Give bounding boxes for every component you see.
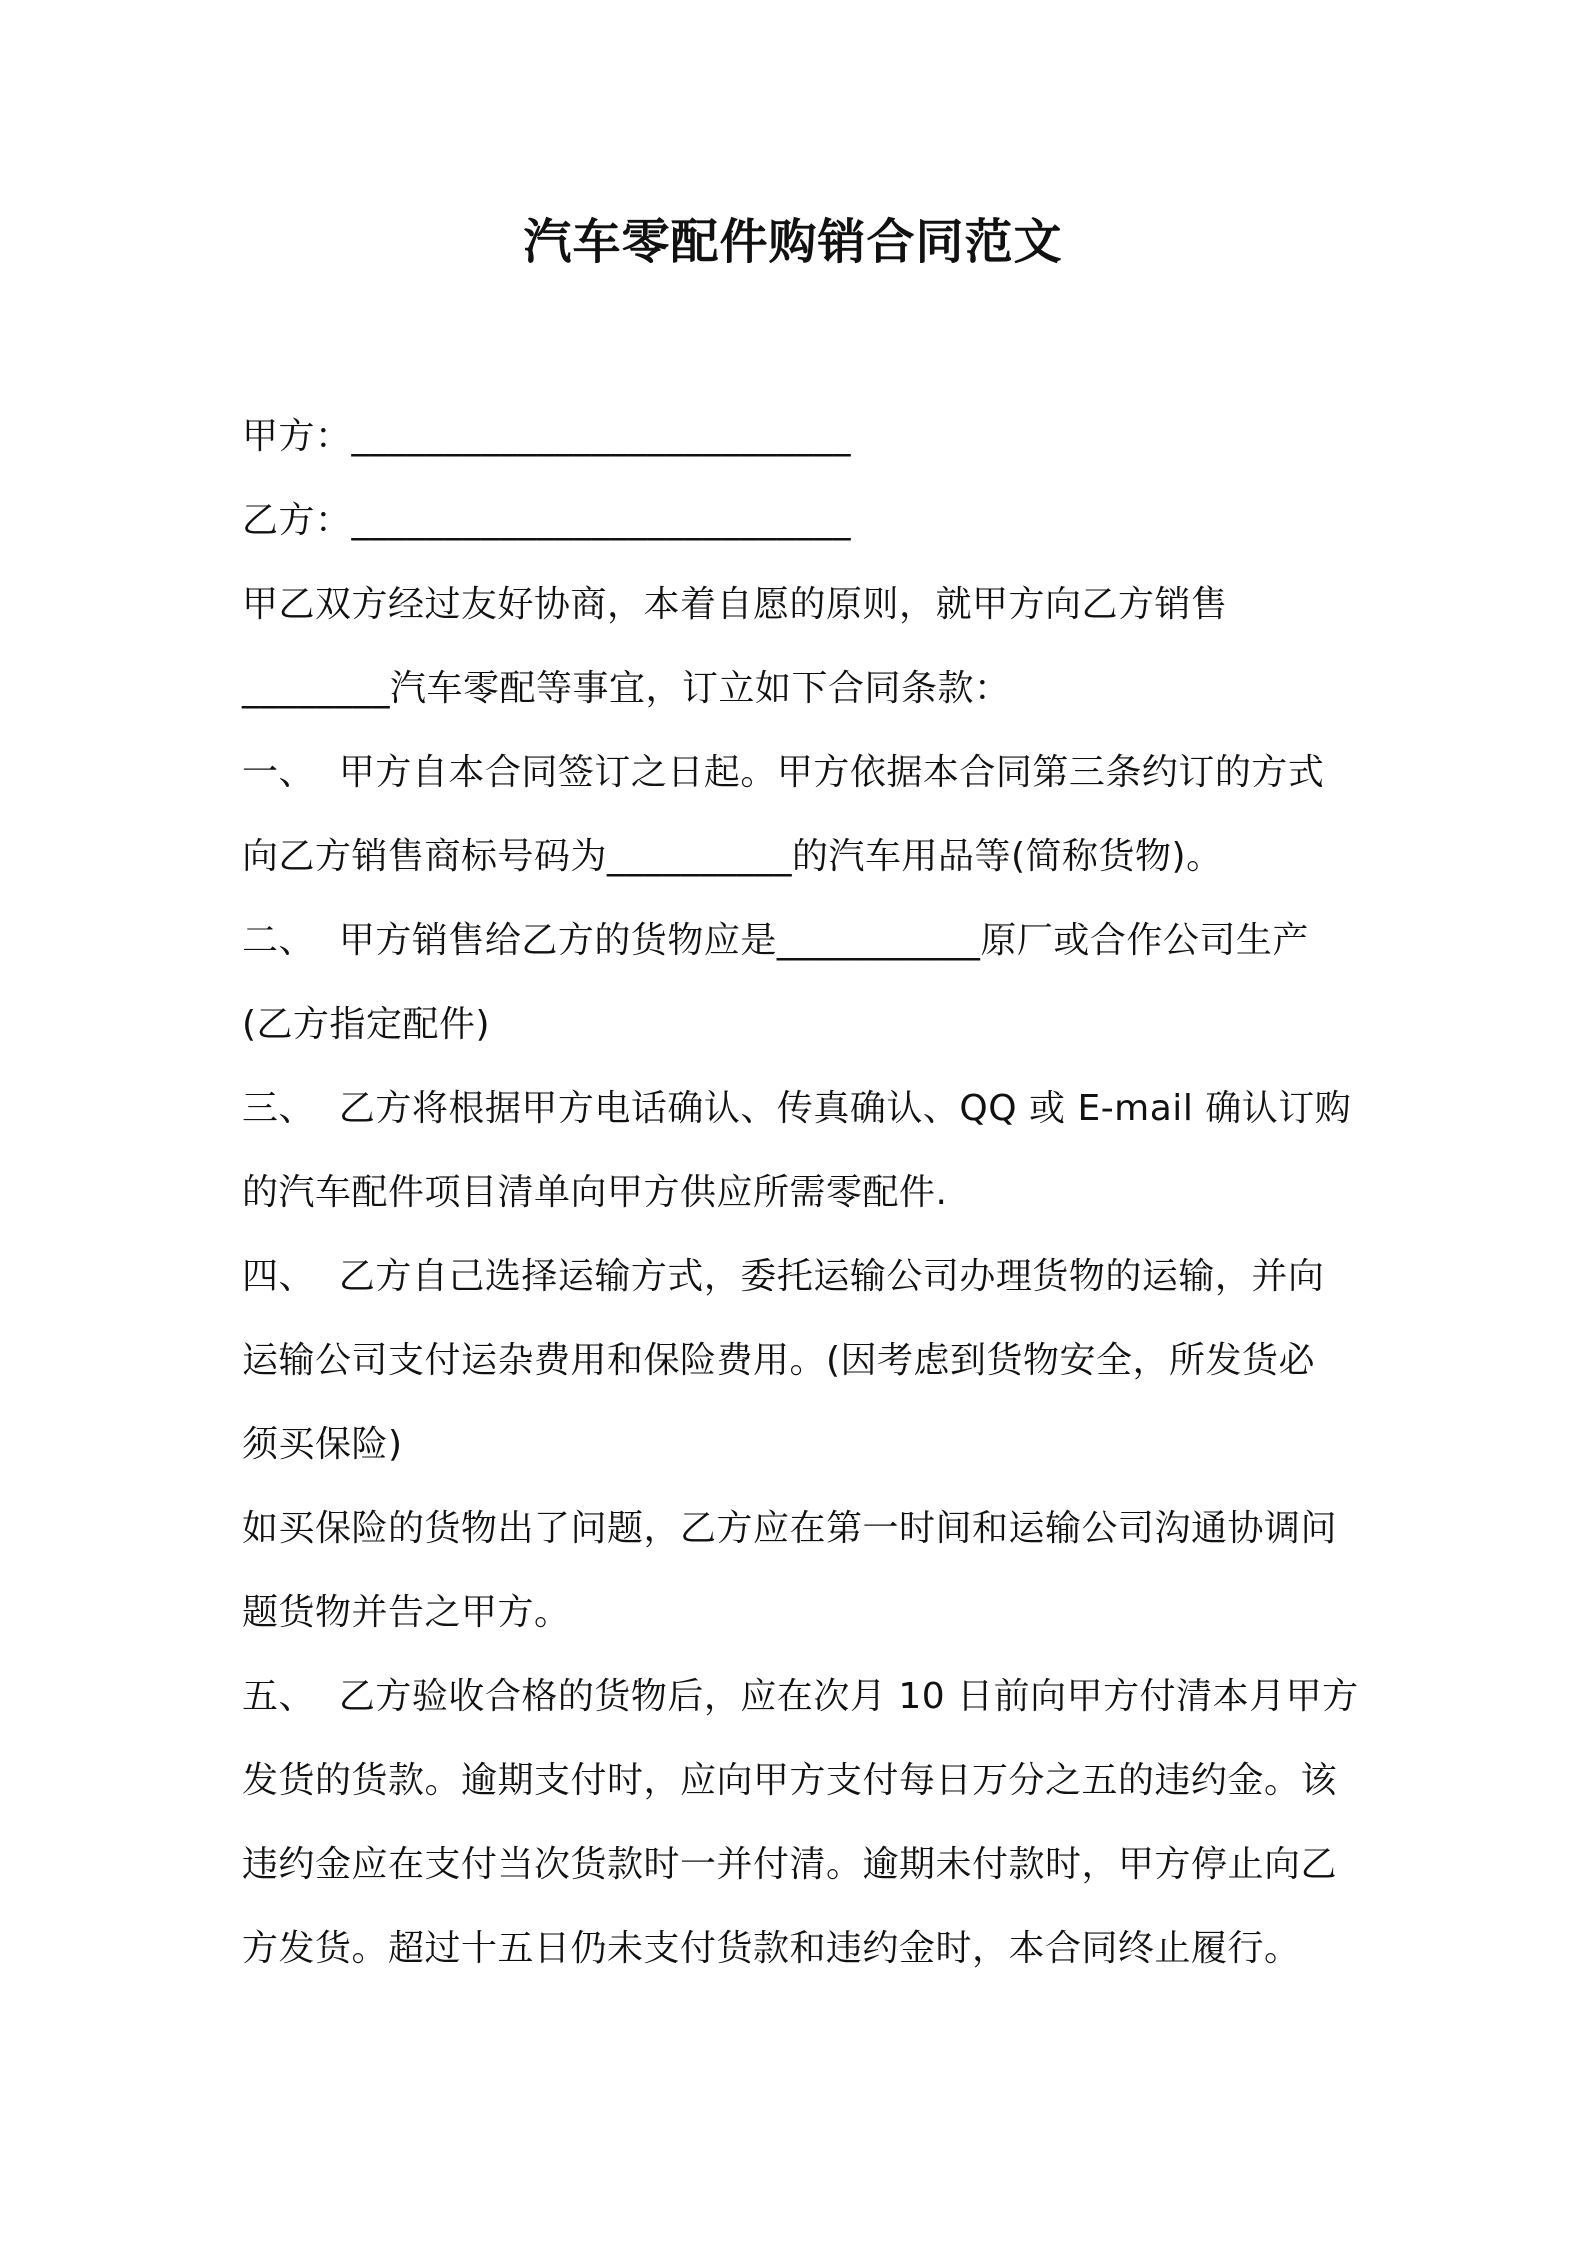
- clause-5-line-2: 发货的货款。逾期支付时，应向甲方支付每日万分之五的违约金。该: [242, 1760, 1338, 1801]
- clause-3-line-2: 的汽车配件项目清单向甲方供应所需零配件.: [242, 1172, 948, 1213]
- clause-4-line-3: 须买保险): [242, 1424, 403, 1465]
- party-b-line: 乙方：___________________________: [242, 500, 852, 541]
- clause-5-line-4: 方发货。超过十五日仍未支付货款和违约金时，本合同终止履行。: [242, 1928, 1301, 1969]
- insurance-note-line-2: 题货物并告之甲方。: [242, 1592, 571, 1633]
- clause-5-line-1: 五、 乙方验收合格的货物后，应在次月 10 日前向甲方付清本月甲方: [242, 1676, 1359, 1717]
- preamble-line-2: ________汽车零配等事宜，订立如下合同条款：: [242, 668, 1011, 709]
- clause-2-line-2: (乙方指定配件): [242, 1004, 491, 1045]
- clause-1-line-2: 向乙方销售商标号码为__________的汽车用品等(简称货物)。: [242, 836, 1223, 877]
- clause-2-line-1: 二、 甲方销售给乙方的货物应是___________原厂或合作公司生产: [242, 920, 1309, 961]
- clause-4-line-2: 运输公司支付运杂费用和保险费用。(因考虑到货物安全，所发货必: [242, 1340, 1316, 1381]
- clause-5-line-3: 违约金应在支付当次货款时一并付清。逾期未付款时，甲方停止向乙: [242, 1844, 1338, 1885]
- clause-3-line-1: 三、 乙方将根据甲方电话确认、传真确认、QQ 或 E-mail 确认订购: [242, 1088, 1352, 1129]
- clause-4-line-1: 四、 乙方自己选择运输方式，委托运输公司办理货物的运输，并向: [242, 1256, 1325, 1297]
- preamble-line-1: 甲乙双方经过友好协商，本着自愿的原则，就甲方向乙方销售: [242, 584, 1228, 625]
- party-a-line: 甲方：___________________________: [242, 416, 852, 457]
- clause-1-line-1: 一、 甲方自本合同签订之日起。甲方依据本合同第三条约订的方式: [242, 752, 1325, 793]
- insurance-note-line-1: 如买保险的货物出了问题，乙方应在第一时间和运输公司沟通协调问: [242, 1508, 1338, 1549]
- page-title: 汽车零配件购销合同范文: [523, 214, 1063, 270]
